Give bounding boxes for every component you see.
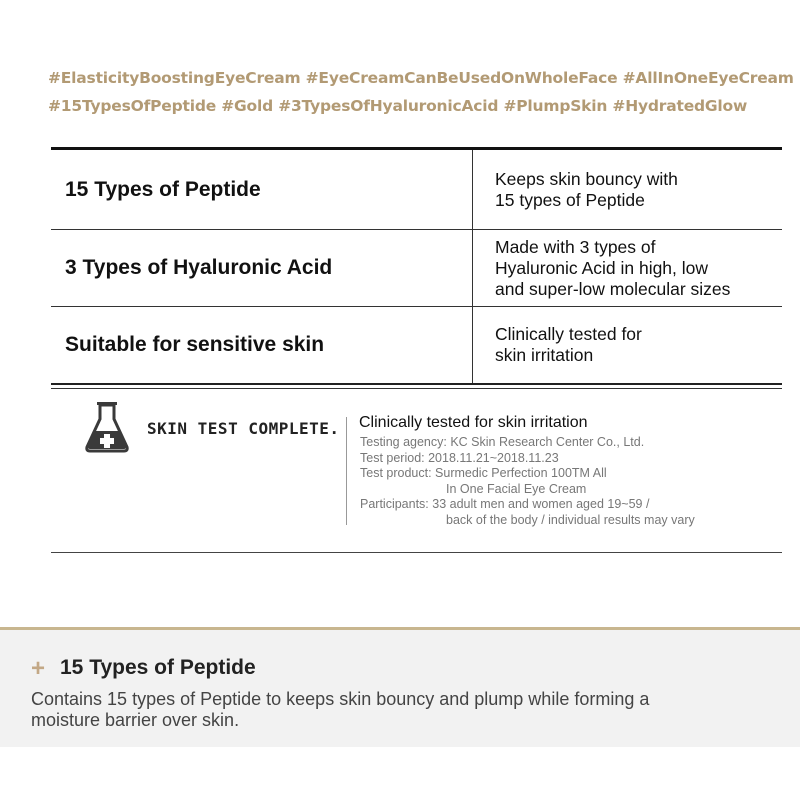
feature-desc (472, 150, 782, 229)
test-agency: Testing agency: KC Skin Research Center Co., Ltd. (360, 435, 645, 449)
test-period: Test period: 2018.11.21~2018.11.23 (360, 450, 559, 465)
feature-title: 15 Types of Peptide (65, 177, 261, 201)
test-heading: Clinically tested for skin irritation (359, 414, 588, 431)
plus-icon: + (31, 655, 46, 682)
peptide-section (0, 627, 800, 747)
test-product: Test product: Surmedic Perfection 100TM All (360, 466, 607, 480)
feature-title: Suitable for sensitive skin (65, 333, 325, 356)
test-participants: Participants: 33 adult men and women aged 19~59 / (360, 497, 650, 511)
feature-desc (472, 230, 782, 306)
test-details (360, 435, 695, 528)
table-row (51, 150, 782, 230)
feature-title: 3 Types of Hyaluronic Acid (65, 256, 333, 279)
hashtag-line-2: #15TypesOfPeptide #Gold #3TypesOfHyaluronicAcid #PlumpSkin #HydratedGlow (48, 97, 748, 115)
feature-desc-text: Made with 3 types of Hyaluronic Acid in high, low and super-low molecular sizes (495, 236, 731, 299)
test-product-cont: In One Facial Eye Cream (446, 481, 587, 496)
table-row (51, 230, 782, 307)
peptide-title: 15 Types of Peptide (60, 656, 256, 679)
feature-desc-text: Keeps skin bouncy with 15 types of Peptide (495, 168, 678, 210)
flask-icon (85, 401, 129, 453)
feature-desc (472, 307, 782, 383)
feature-table (51, 147, 782, 389)
vertical-divider (346, 417, 347, 525)
test-participants-cont: back of the body / individual results may vary (446, 512, 695, 527)
skin-test-panel (51, 389, 782, 553)
hashtags (48, 64, 794, 120)
hashtag-line-1: #ElasticityBoostingEyeCream #EyeCreamCanBeUsedOnWholeFace #AllInOneEyeCream (48, 69, 794, 87)
skin-test-title: SKIN TEST COMPLETE. (147, 419, 340, 438)
table-row (51, 307, 782, 383)
peptide-description: Contains 15 types of Peptide to keeps skin bouncy and plump while forming a moisture barrier over skin. (31, 689, 650, 730)
feature-desc-text: Clinically tested for skin irritation (495, 324, 642, 365)
